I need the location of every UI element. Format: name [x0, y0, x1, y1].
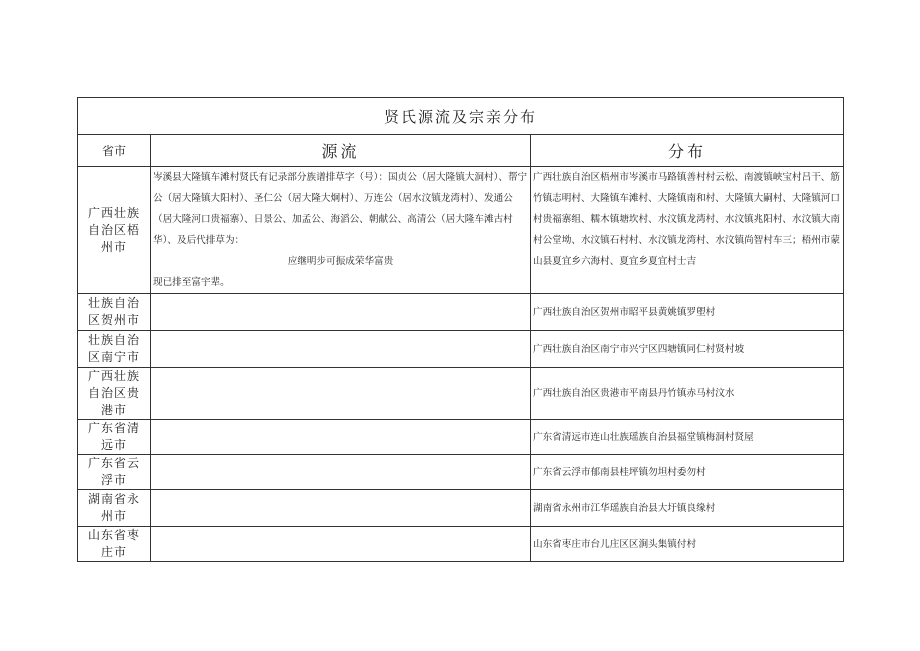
- distribution-cell: 湖南省永州市江华瑶族自治县大圩镇良缘村: [531, 490, 844, 527]
- source-cell: [151, 167, 531, 294]
- province-cell: 壮族自治区南宁市: [78, 331, 151, 368]
- source-cell: [151, 455, 531, 490]
- distribution-cell: 广东省清远市连山壮族瑶族自治县福堂镇梅洞村贤屋: [531, 420, 844, 455]
- distribution-cell: 广西壮族自治区南宁市兴宁区四塘镇同仁村贤村坡: [531, 331, 844, 368]
- distribution-cell: 广西壮族自治区贵港市平南县丹竹镇赤马村汶水: [531, 368, 844, 420]
- header-province: 省市: [78, 135, 151, 167]
- province-cell: 广西壮族自治区梧州市: [78, 167, 151, 294]
- source-end-text: 现已排至富宇辈。: [153, 277, 230, 288]
- table-title: 贤氏源流及宗亲分布: [78, 98, 844, 135]
- province-cell: 湖南省永州市: [78, 490, 151, 527]
- province-cell: 壮族自治区贺州市: [78, 294, 151, 331]
- source-main-text: 岑溪县大隆镇车滩村贤氏有记录部分族谱排草字（号）：国贞公（居大隆镇大洞村）、帮宁公（居大隆镇大阳村）、圣仁公（居大隆大炯村）、万连公（居水汶镇龙湾村）、发通公（居大隆河口贵福寨）、日景公、加孟公、海滔公、朝献公、高清公（居大隆车滩古村华）、及后代排草为：: [153, 172, 528, 246]
- table-row: [78, 527, 844, 562]
- source-poem-text: 应继明步可振成荣华富贵: [287, 256, 394, 267]
- source-cell: [151, 420, 531, 455]
- table-row: [78, 455, 844, 490]
- source-cell: [151, 368, 531, 420]
- header-source: 源流: [151, 135, 531, 167]
- province-cell: 广东省清远市: [78, 420, 151, 455]
- distribution-cell: 广西壮族自治区贺州市昭平县黄姚镇罗塱村: [531, 294, 844, 331]
- source-cell: [151, 331, 531, 368]
- table-row: [78, 490, 844, 527]
- province-cell: 广东省云浮市: [78, 455, 151, 490]
- source-cell: [151, 527, 531, 562]
- source-cell: [151, 294, 531, 331]
- header-distribution: 分布: [531, 135, 844, 167]
- distribution-cell: 广西壮族自治区梧州市岑溪市马路镇善村村云松、南渡镇峡宝村吕干、筋竹镇志明村、大隆镇车滩村、大隆镇南和村、大隆镇大嗣村、大隆镇河口村贵福寨组、糯木镇塘坎村、水汶镇龙湾村、水汶镇兆阳村、水汶镇大南村公堂坳、水汶镇石村村、水汶镇龙湾村、水汶镇尚智村车三；梧州市蒙山县夏宜乡六海村、夏宜乡夏宜村士吉: [531, 167, 844, 294]
- province-cell: 山东省枣庄市: [78, 527, 151, 562]
- distribution-cell: 广东省云浮市郁南县桂坪镇勿坦村委勿村: [531, 455, 844, 490]
- province-cell: 广西壮族自治区贵港市: [78, 368, 151, 420]
- table-row: [78, 368, 844, 420]
- genealogy-table: [77, 97, 844, 562]
- table-row: [78, 167, 844, 294]
- table-row: [78, 331, 844, 368]
- source-cell: [151, 490, 531, 527]
- table-row: [78, 420, 844, 455]
- table-row: [78, 294, 844, 331]
- distribution-cell: 山东省枣庄市台儿庄区区涧头集镇付村: [531, 527, 844, 562]
